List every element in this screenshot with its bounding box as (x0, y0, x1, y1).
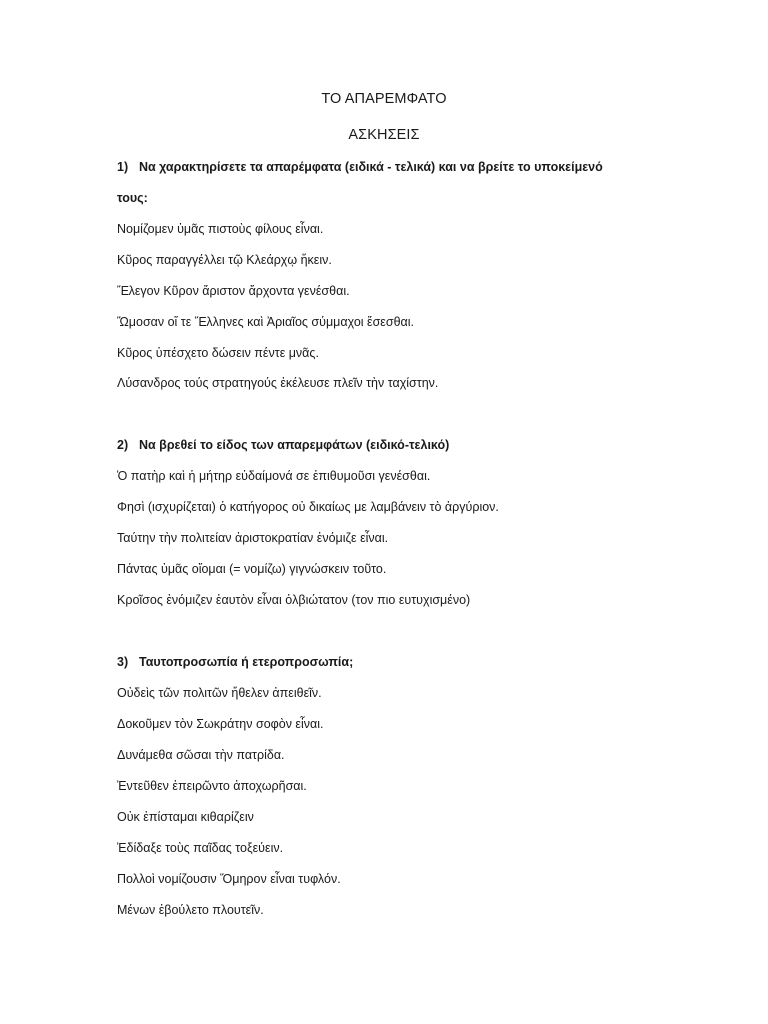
exercise-sentence: Νομίζομεν ὑμᾶς πιστοὺς φίλους εἶναι. (117, 222, 324, 236)
exercise-sentence: Ὤμοσαν οἵ τε Ἕλληνες καὶ Ἀριαῖος σύμμαχοι ἔσεσθαι. (117, 315, 415, 329)
section-1-heading (117, 161, 603, 174)
exercise-sentence: Πάντας ὑμᾶς οἴομαι (= νομίζω) γιγνώσκειν τοῦτο. (117, 562, 387, 576)
exercise-sentence: Ὁ πατὴρ καὶ ἡ μήτηρ εὐδαίμονά σε ἐπιθυμοῦσι γενέσθαι. (117, 469, 431, 483)
exercise-sentence: Ἔλεγον Κῦρον ἄριστον ἄρχοντα γενέσθαι. (117, 284, 350, 298)
exercise-sentence: Κροῖσος ἐνόμιζεν ἑαυτὸν εἶναι ὀλβιώτατον (τον πιο ευτυχισμένο) (117, 593, 471, 607)
exercise-sentence: Πολλοὶ νομίζουσιν Ὅμηρον εἶναι τυφλόν. (117, 872, 341, 886)
exercise-sentence: Δυνάμεθα σῶσαι τὴν πατρίδα. (117, 748, 285, 762)
section-3-heading-text: Ταυτοπροσωπία ή ετεροπροσωπία; (139, 655, 354, 669)
section-1-number: 1) (117, 160, 129, 174)
page-title: ΤΟ ΑΠΑΡΕΜΦΑΤΟ (321, 91, 447, 107)
exercise-sentence: Ἐδίδαξε τοὺς παῖδας τοξεύειν. (117, 841, 284, 855)
exercise-sentence: Λύσανδρος τούς στρατηγούς ἐκέλευσε πλεῖν τὴν ταχίστην. (117, 376, 439, 390)
page-subtitle: ΑΣΚΗΣΕΙΣ (348, 127, 420, 143)
exercise-sentence: Οὐκ ἐπίσταμαι κιθαρίζειν (117, 810, 254, 824)
exercise-sentence: Ταύτην τὴν πολιτείαν ἀριστοκρατίαν ἐνόμιζε εἶναι. (117, 531, 389, 545)
section-2-number: 2) (117, 438, 129, 452)
exercise-sentence: Δοκοῦμεν τὸν Σωκράτην σοφὸν εἶναι. (117, 717, 324, 731)
section-1-heading-text: Να χαρακτηρίσετε τα απαρέμφατα (ειδικά - τελικά) και να βρείτε το υποκείμενό (139, 160, 603, 174)
exercise-sentence: Φησὶ (ισχυρίζεται) ὁ κατήγορος οὐ δικαίως με λαμβάνειν τὸ ἀργύριον. (117, 500, 499, 514)
exercise-sentence: Μένων ἐβούλετο πλουτεῖν. (117, 903, 264, 917)
section-2-heading (117, 439, 449, 452)
section-1-heading-continuation: τους: (117, 191, 148, 205)
section-3-number: 3) (117, 655, 129, 669)
section-2-heading-text: Να βρεθεί το είδος των απαρεμφάτων (ειδικό-τελικό) (139, 438, 450, 452)
section-3-heading (117, 656, 353, 669)
exercise-sentence: Κῦρος ὑπέσχετο δώσειν πέντε μνᾶς. (117, 346, 319, 360)
exercise-sentence: Οὐδεὶς τῶν πολιτῶν ἤθελεν ἀπειθεῖν. (117, 686, 322, 700)
exercise-sentence: Ἐντεῦθεν ἐπειρῶντο ἀποχωρῆσαι. (117, 779, 307, 793)
exercise-sentence: Κῦρος παραγγέλλει τῷ Κλεάρχῳ ἥκειν. (117, 253, 332, 267)
